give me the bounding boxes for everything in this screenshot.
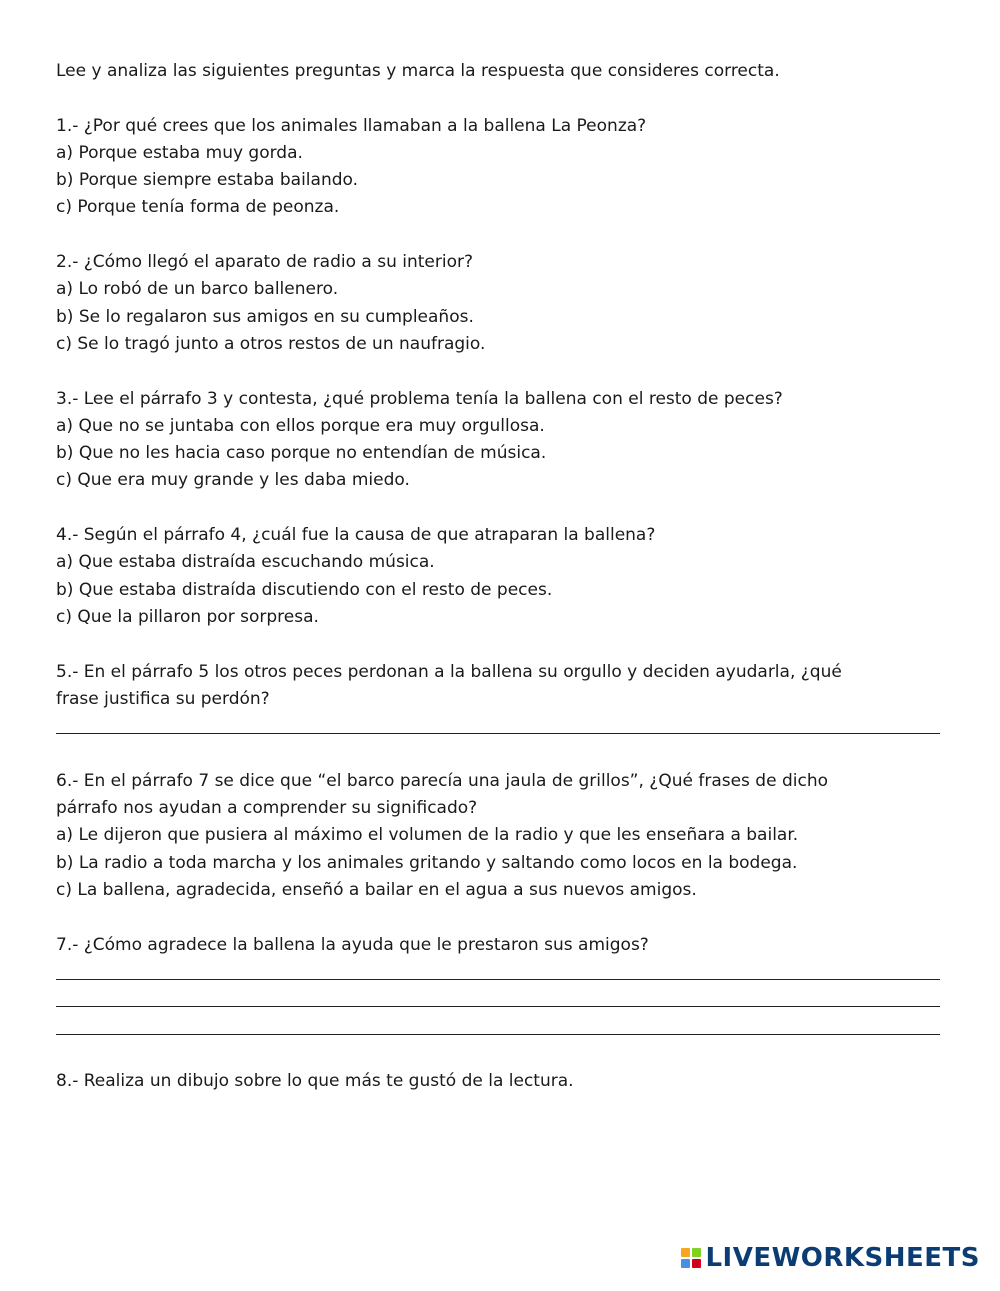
logo-blocks-icon (681, 1248, 701, 1268)
spacer (56, 904, 940, 931)
question-text: 4.- Según el párrafo 4, ¿cuál fue la causa de que atraparan la ballena? (56, 525, 656, 546)
answer-option[interactable]: b) La radio a toda marcha y los animales gritando y saltando como locos en la bodega. (56, 852, 798, 873)
question-4 (56, 522, 940, 631)
question-text: 5.- En el párrafo 5 los otros peces perdonan a la ballena su orgullo y deciden ayudarla, ¿qué (56, 661, 842, 682)
answer-option[interactable]: a) Que no se juntaba con ellos porque era muy orgullosa. (56, 415, 545, 436)
answer-option[interactable]: a) Lo robó de un barco ballenero. (56, 279, 339, 300)
answer-option[interactable]: b) Se lo regalaron sus amigos en su cumpleaños. (56, 306, 474, 327)
question-3 (56, 386, 940, 495)
answer-option[interactable]: a) Le dijeron que pusiera al máximo el volumen de la radio y que les enseñara a bailar. (56, 825, 799, 846)
answer-line[interactable] (56, 1013, 940, 1040)
spacer (56, 495, 940, 522)
answer-option[interactable]: c) La ballena, agradecida, enseñó a bailar en el agua a sus nuevos amigos. (56, 879, 697, 900)
answer-option[interactable]: a) Porque estaba muy gorda. (56, 142, 303, 163)
spacer (56, 222, 940, 249)
question-5 (56, 659, 940, 741)
answer-option[interactable]: c) Que era muy grande y les daba miedo. (56, 470, 410, 491)
answer-line[interactable] (56, 986, 940, 1013)
question-2 (56, 249, 940, 358)
answer-option[interactable]: b) Que no les hacia caso porque no entendían de música. (56, 443, 547, 464)
answer-option[interactable]: a) Que estaba distraída escuchando música. (56, 552, 435, 573)
answer-option[interactable]: c) Porque tenía forma de peonza. (56, 197, 340, 218)
logo-block (692, 1248, 701, 1257)
question-text: 6.- En el párrafo 7 se dice que “el barco parecía una jaula de grillos”, ¿Qué frases de dicho (56, 770, 828, 791)
answer-option[interactable]: b) Porque siempre estaba bailando. (56, 170, 359, 191)
question-1 (56, 113, 940, 222)
logo-block (681, 1248, 690, 1257)
spacer (56, 85, 940, 112)
question-text: 1.- ¿Por qué crees que los animales llamaban a la ballena La Peonza? (56, 115, 647, 136)
question-text: 8.- Realiza un dibujo sobre lo que más te gustó de la lectura. (56, 1070, 574, 1091)
spacer (56, 358, 940, 385)
question-text: frase justifica su perdón? (56, 688, 270, 709)
question-7 (56, 932, 940, 1041)
answer-line[interactable] (56, 959, 940, 986)
answer-option[interactable]: c) Se lo tragó junto a otros restos de un naufragio. (56, 333, 486, 354)
answer-option[interactable]: b) Que estaba distraída discutiendo con el resto de peces. (56, 579, 553, 600)
instructions: Lee y analiza las siguientes preguntas y marca la respuesta que consideres correcta. (56, 61, 780, 81)
logo-block (692, 1259, 701, 1268)
question-6 (56, 768, 940, 904)
worksheet (56, 58, 940, 1095)
question-text: 3.- Lee el párrafo 3 y contesta, ¿qué problema tenía la ballena con el resto de peces? (56, 388, 783, 409)
spacer (56, 740, 940, 767)
spacer (56, 631, 940, 658)
question-text: párrafo nos ayudan a comprender su significado? (56, 798, 478, 819)
question-text: 2.- ¿Cómo llegó el aparato de radio a su interior? (56, 252, 473, 273)
liveworksheets-logo (681, 1243, 980, 1273)
logo-text: LIVEWORKSHEETS (705, 1243, 980, 1273)
question-8 (56, 1068, 940, 1095)
spacer (56, 1041, 940, 1068)
question-text: 7.- ¿Cómo agradece la ballena la ayuda que le prestaron sus amigos? (56, 934, 649, 955)
answer-line[interactable] (56, 713, 940, 740)
answer-option[interactable]: c) Que la pillaron por sorpresa. (56, 606, 319, 627)
logo-block (681, 1259, 690, 1268)
